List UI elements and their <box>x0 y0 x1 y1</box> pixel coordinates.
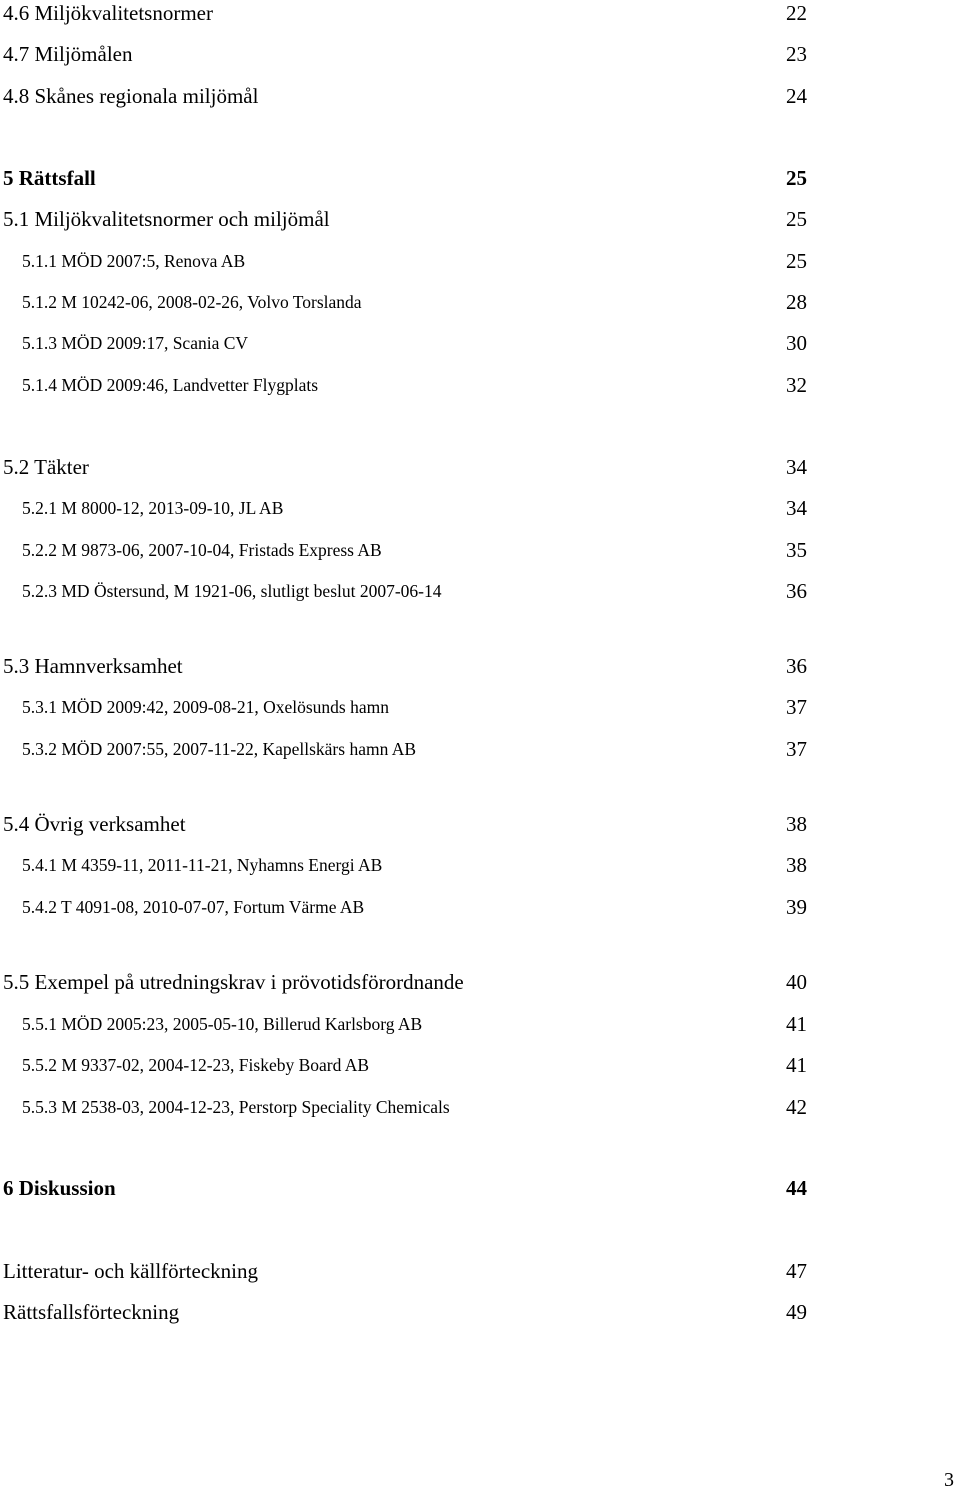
toc-entry-label: 6 Diskussion <box>3 1176 116 1200</box>
toc-entry-page: 38 <box>786 812 807 836</box>
toc-entry <box>0 852 840 886</box>
toc-entry-page: 36 <box>786 579 807 603</box>
toc-entry-page: 38 <box>786 853 807 877</box>
toc-entry <box>0 83 840 117</box>
toc-entry-page: 34 <box>786 455 807 479</box>
toc-entry-page: 37 <box>786 695 807 719</box>
toc-entry-label: 5.3.1 MÖD 2009:42, 2009-08-21, Oxelösunds hamn <box>22 697 389 717</box>
toc-entry-label: 5.2.2 M 9873-06, 2007-10-04, Fristads Express AB <box>22 540 382 560</box>
toc-entry-label: 5.1.4 MÖD 2009:46, Landvetter Flygplats <box>22 375 319 395</box>
toc-entry-label: 5.5.1 MÖD 2005:23, 2005-05-10, Billerud Karlsborg AB <box>22 1014 423 1034</box>
toc-entry <box>0 894 840 928</box>
toc-entry-label: 5.4 Övrig verksamhet <box>3 812 186 836</box>
toc-entry <box>0 1052 840 1086</box>
toc-entry-label: 5.2.1 M 8000-12, 2013-09-10, JL AB <box>22 498 284 518</box>
toc-entry <box>0 289 840 323</box>
toc-entry-page: 42 <box>786 1095 807 1119</box>
toc-entry <box>0 1094 840 1128</box>
toc-entry <box>0 41 840 75</box>
toc-entry-page: 35 <box>786 538 807 562</box>
toc-entry-label: 5.1.3 MÖD 2009:17, Scania CV <box>22 333 249 353</box>
toc-entry-label: 5.5 Exempel på utredningskrav i prövotidsförordnande <box>3 970 464 994</box>
toc-entry-label: 5.3 Hamnverksamhet <box>3 654 183 678</box>
toc-entry-label: 5.5.2 M 9337-02, 2004-12-23, Fiskeby Board AB <box>22 1055 370 1075</box>
toc-entry-page: 30 <box>786 331 807 355</box>
toc-entry <box>0 1258 840 1292</box>
toc-entry-page: 22 <box>786 1 807 25</box>
toc-entry-label: 5 Rättsfall <box>3 166 96 190</box>
toc-entry-page: 34 <box>786 496 807 520</box>
toc-entry-page: 49 <box>786 1300 807 1324</box>
toc-entry-label: 5.2.3 MD Östersund, M 1921-06, slutligt beslut 2007-06-14 <box>22 581 442 601</box>
toc-entry-page: 25 <box>786 249 807 273</box>
toc-entry-label: 5.3.2 MÖD 2007:55, 2007-11-22, Kapellskärs hamn AB <box>22 739 417 759</box>
toc-entry <box>0 578 840 612</box>
toc-entry-label: 4.6 Miljökvalitetsnormer <box>3 1 213 25</box>
toc-entry-page: 44 <box>786 1176 807 1200</box>
toc-entry <box>0 537 840 571</box>
toc-entry-page: 37 <box>786 737 807 761</box>
toc-entry <box>0 454 840 488</box>
toc-entry <box>0 206 840 240</box>
toc-entry-label: 5.2 Täkter <box>3 455 89 479</box>
toc-entry <box>0 1175 840 1209</box>
toc-entry <box>0 0 840 34</box>
toc-entry <box>0 248 840 282</box>
toc-entry <box>0 495 840 529</box>
toc-entry-label: 5.4.1 M 4359-11, 2011-11-21, Nyhamns Energi AB <box>22 855 383 875</box>
toc-entry-label: Litteratur- och källförteckning <box>3 1259 258 1283</box>
toc-entry-page: 25 <box>786 207 807 231</box>
toc-entry <box>0 330 840 364</box>
toc-entry-page: 39 <box>786 895 807 919</box>
toc-entry <box>0 372 840 406</box>
toc-entry-page: 47 <box>786 1259 807 1283</box>
toc-entry <box>0 165 840 199</box>
toc-entry-label: 4.7 Miljömålen <box>3 42 133 66</box>
toc-entry-page: 32 <box>786 373 807 397</box>
toc-entry <box>0 694 840 728</box>
toc-entry-page: 23 <box>786 42 807 66</box>
toc-entry <box>0 1299 840 1333</box>
toc-entry <box>0 736 840 770</box>
toc-entry-label: 5.4.2 T 4091-08, 2010-07-07, Fortum Värme AB <box>22 897 365 917</box>
toc-entry <box>0 811 840 845</box>
toc-entry-page: 25 <box>786 166 807 190</box>
toc-entry <box>0 653 840 687</box>
toc-entry <box>0 969 840 1003</box>
toc-entry-label: 5.1.2 M 10242-06, 2008-02-26, Volvo Torslanda <box>22 292 362 312</box>
toc-entry-label: Rättsfallsförteckning <box>3 1300 180 1324</box>
toc-entry-page: 36 <box>786 654 807 678</box>
page-number: 3 <box>944 1469 954 1491</box>
toc-entry <box>0 1011 840 1045</box>
toc-entry-page: 41 <box>786 1053 807 1077</box>
toc-entry-label: 5.1.1 MÖD 2007:5, Renova AB <box>22 251 246 271</box>
toc-entry-label: 5.5.3 M 2538-03, 2004-12-23, Perstorp Speciality Chemicals <box>22 1097 450 1117</box>
toc-entry-page: 41 <box>786 1012 807 1036</box>
toc-entry-page: 40 <box>786 970 807 994</box>
toc-entry-page: 28 <box>786 290 807 314</box>
toc-entry-page: 24 <box>786 84 807 108</box>
toc-entry-label: 5.1 Miljökvalitetsnormer och miljömål <box>3 207 330 231</box>
toc-entry-label: 4.8 Skånes regionala miljömål <box>3 84 259 108</box>
